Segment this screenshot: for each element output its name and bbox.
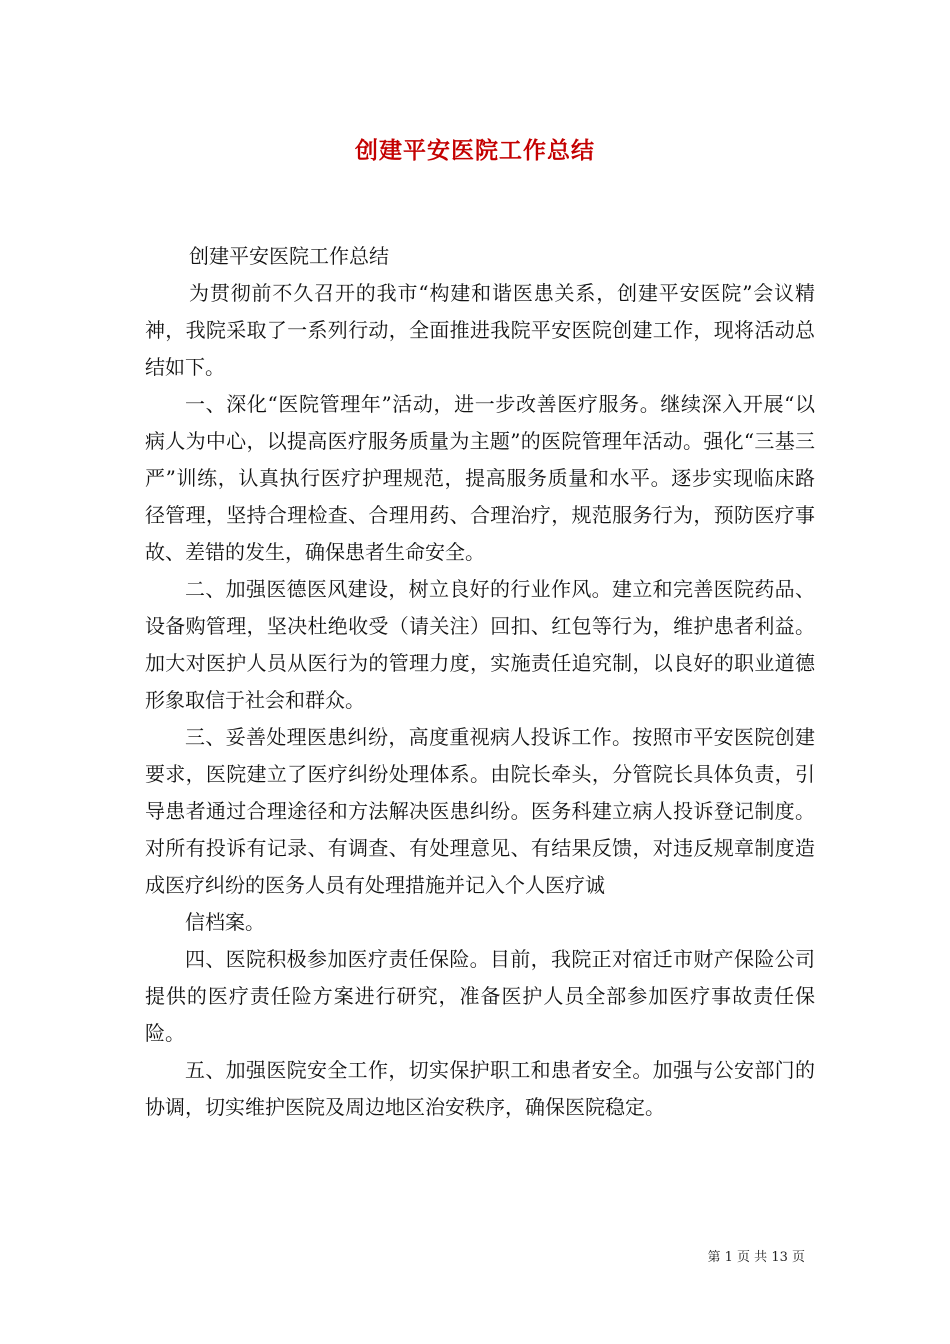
- paragraph-heading: 创建平安医院工作总结: [189, 244, 389, 268]
- document-title: 创建平安医院工作总结: [355, 137, 595, 164]
- paragraph-section-2: 二、加强医德医风建设，树立良好的行业作风。建立和完善医院药品、设备购管理，坚决杜绝收受（请关注）回扣、红包等行为，维护患者利益。加大对医护人员从医行为的管理力度，实施责任追究制，以良好的职业道德形象取信于社会和群众。: [145, 577, 815, 712]
- paragraph-section-3: 三、妥善处理医患纠纷，高度重视病人投诉工作。按照市平安医院创建要求，医院建立了医疗纠纷处理体系。由院长牵头，分管院长具体负责，引导患者通过合理途径和方法解决医患纠纷。医务科建立病人投诉登记制度。对所有投诉有记录、有调查、有处理意见、有结果反馈，对违反规章制度造成医疗纠纷的医务人员有处理措施并记入个人医疗诚: [145, 725, 815, 897]
- document-body: [145, 238, 815, 1126]
- page-number: 第 1 页 共 13 页: [707, 1250, 805, 1265]
- paragraph-section-3-continued: 信档案。: [185, 910, 265, 934]
- paragraph-section-5: 五、加强医院安全工作，切实保护职工和患者安全。加强与公安部门的协调，切实维护医院及周边地区治安秩序，确保医院稳定。: [145, 1058, 815, 1119]
- paragraph-section-4: 四、医院积极参加医疗责任保险。目前，我院正对宿迁市财产保险公司提供的医疗责任险方案进行研究，准备医护人员全部参加医疗事故责任保险。: [145, 947, 815, 1045]
- paragraph-section-1: 一、深化“医院管理年”活动，进一步改善医疗服务。继续深入开展“以病人为中心，以提高医疗服务质量为主题”的医院管理年活动。强化“三基三严”训练，认真执行医疗护理规范，提高服务质量和水平。逐步实现临床路径管理，坚持合理检查、合理用药、合理治疗，规范服务行为，预防医疗事故、差错的发生，确保患者生命安全。: [145, 392, 815, 564]
- paragraph-intro: 为贯彻前不久召开的我市“构建和谐医患关系，创建平安医院”会议精神，我院采取了一系列行动，全面推进我院平安医院创建工作，现将活动总结如下。: [145, 281, 815, 379]
